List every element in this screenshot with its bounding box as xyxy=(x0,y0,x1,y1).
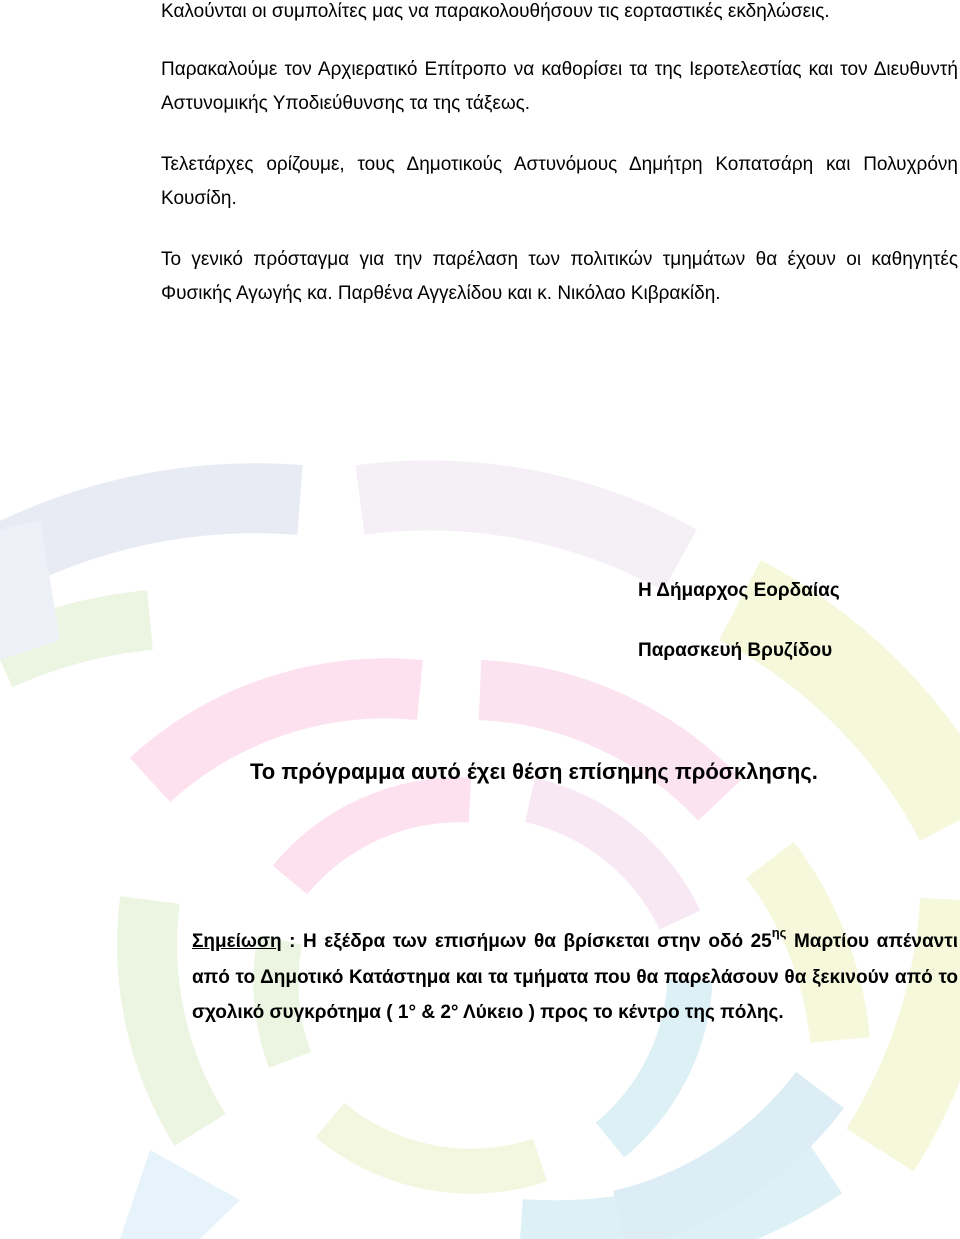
note-text-end: Μαρτίου απέναντι από το Δημοτικό Κατάστημα και τα τμήματα που θα παρελάσουν θα ξεκινούν από το σχολικό συγκρότημα ( 1° & 2° Λύκειο ) προς το κέντρο της πόλης. xyxy=(192,931,959,1023)
note-superscript: ης xyxy=(771,924,787,940)
signature-title: Η Δήμαρχος Εορδαίας xyxy=(638,580,840,601)
paragraph-masters-of-ceremony: Τελετάρχες ορίζουμε, τους Δημοτικούς Αστυνόμους Δημήτρη Κοπατσάρη και Πολυχρόνη Κουσίδη. xyxy=(161,154,958,209)
note-label: Σημείωση xyxy=(192,931,282,952)
note-paragraph xyxy=(192,924,958,1031)
paragraph-parade-command: Το γενικό πρόσταγμα για την παρέλαση των πολιτικών τμημάτων θα έχουν οι καθηγητές Φυσικής Αγωγής κα. Παρθένα Αγγελίδου και κ. Νικόλαο Κιβρακίδη. xyxy=(161,249,958,304)
signature-name: Παρασκευή Βρυζίδου xyxy=(638,640,833,661)
paragraph-ceremony: Παρακαλούμε τον Αρχιερατικό Επίτροπο να καθορίσει τα της Ιεροτελεστίας και τον Διευθυντή Αστυνομικής Υποδιεύθυνσης τα της τάξεως. xyxy=(161,59,958,114)
paragraph-invitation: Καλούνται οι συμπολίτες μας να παρακολουθήσουν τις εορταστικές εκδηλώσεις. xyxy=(161,1,830,22)
note-text-start: : Η εξέδρα των επισήμων θα βρίσκεται στην οδό 25 xyxy=(281,931,772,952)
official-invitation-statement: Το πρόγραμμα αυτό έχει θέση επίσημης πρόσκλησης. xyxy=(250,759,818,784)
